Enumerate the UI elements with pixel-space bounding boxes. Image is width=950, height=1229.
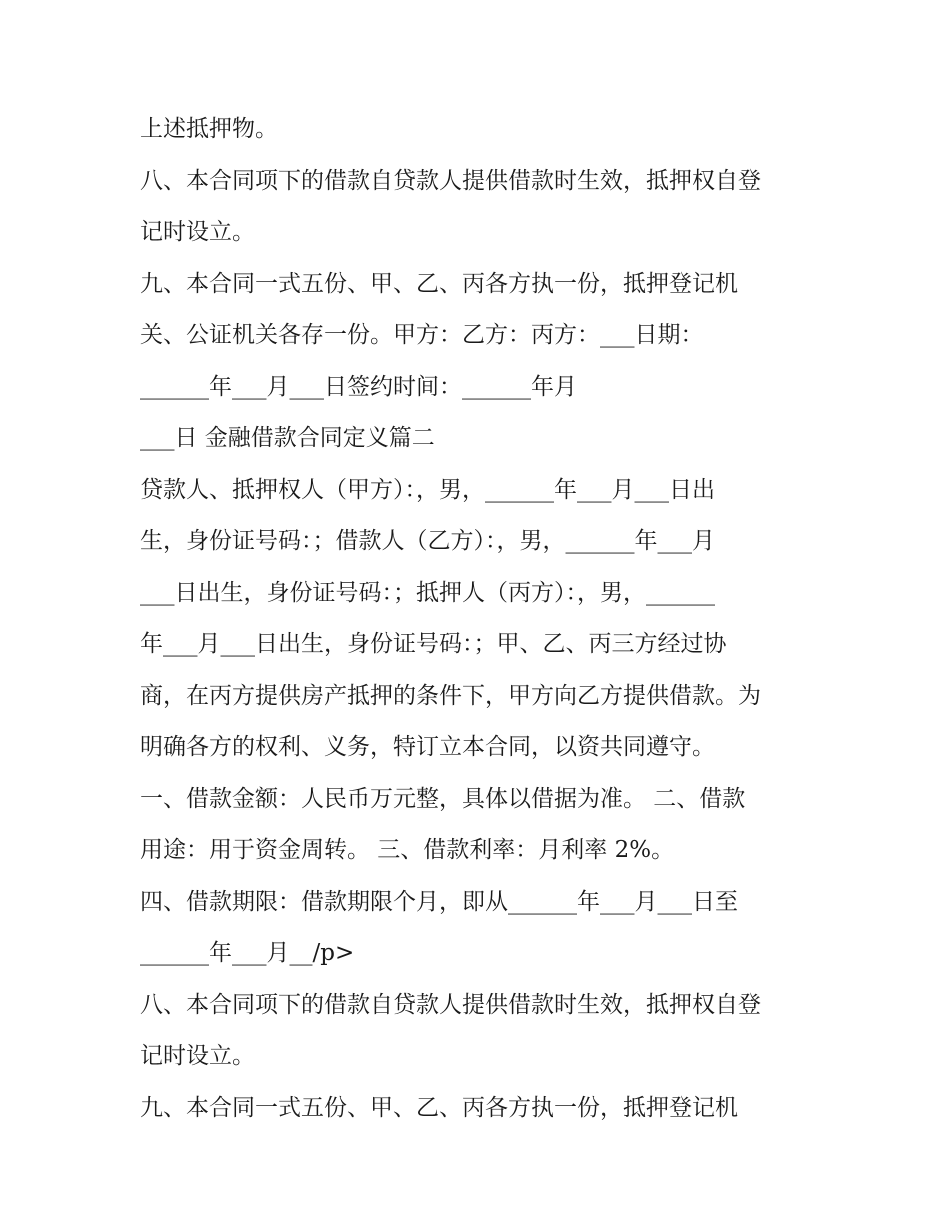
text-line: 年___月___日出生，身份证号码：；甲、乙、丙三方经过协 [140, 631, 727, 657]
section-heading-line: ___日 金融借款合同定义篇二 [140, 425, 435, 451]
document-body [140, 104, 840, 1134]
text-line: 九、本合同一式五份、甲、乙、丙各方执一份，抵押登记机 [140, 1094, 738, 1121]
text-line: ___日出生，身份证号码：；抵押人（丙方）：，男，______ [140, 579, 715, 606]
text-line: 记时设立。 [140, 1043, 255, 1069]
text-line: ______年___月___日签约时间：______年月 [140, 373, 577, 400]
text-line: 八、本合同项下的借款自贷款人提供借款时生效，抵押权自登 [140, 991, 761, 1018]
text-line: 九、本合同一式五份、甲、乙、丙各方执一份，抵押登记机 [140, 270, 738, 297]
text-line: 一、借款金额：人民币万元整，具体以借据为准。 二、借款 [140, 785, 746, 812]
text-line: 明确各方的权利、义务，特订立本合同，以资共同遵守。 [140, 734, 715, 760]
text-line: 上述抵押物。 [140, 116, 278, 142]
text-line: 关、公证机关各存一份。甲方：乙方：丙方：___日期： [140, 322, 704, 348]
text-line: 生，身份证号码：；借款人（乙方）：，男，______年___月 [140, 528, 715, 554]
text-line: 记时设立。 [140, 219, 255, 245]
text-line: ______年___月__/p> [140, 940, 355, 966]
text-line: 八、本合同项下的借款自贷款人提供借款时生效，抵押权自登 [140, 167, 761, 194]
text-line: 贷款人、抵押权人（甲方）：，男，______年___月___日出 [140, 476, 715, 503]
text-line: 商，在丙方提供房产抵押的条件下，甲方向乙方提供借款。为 [140, 682, 761, 709]
text-line: 用途：用于资金周转。 三、借款利率：月利率 2%。 [140, 837, 675, 863]
text-line: 四、借款期限：借款期限个月，即从______年___月___日至 [140, 888, 738, 915]
